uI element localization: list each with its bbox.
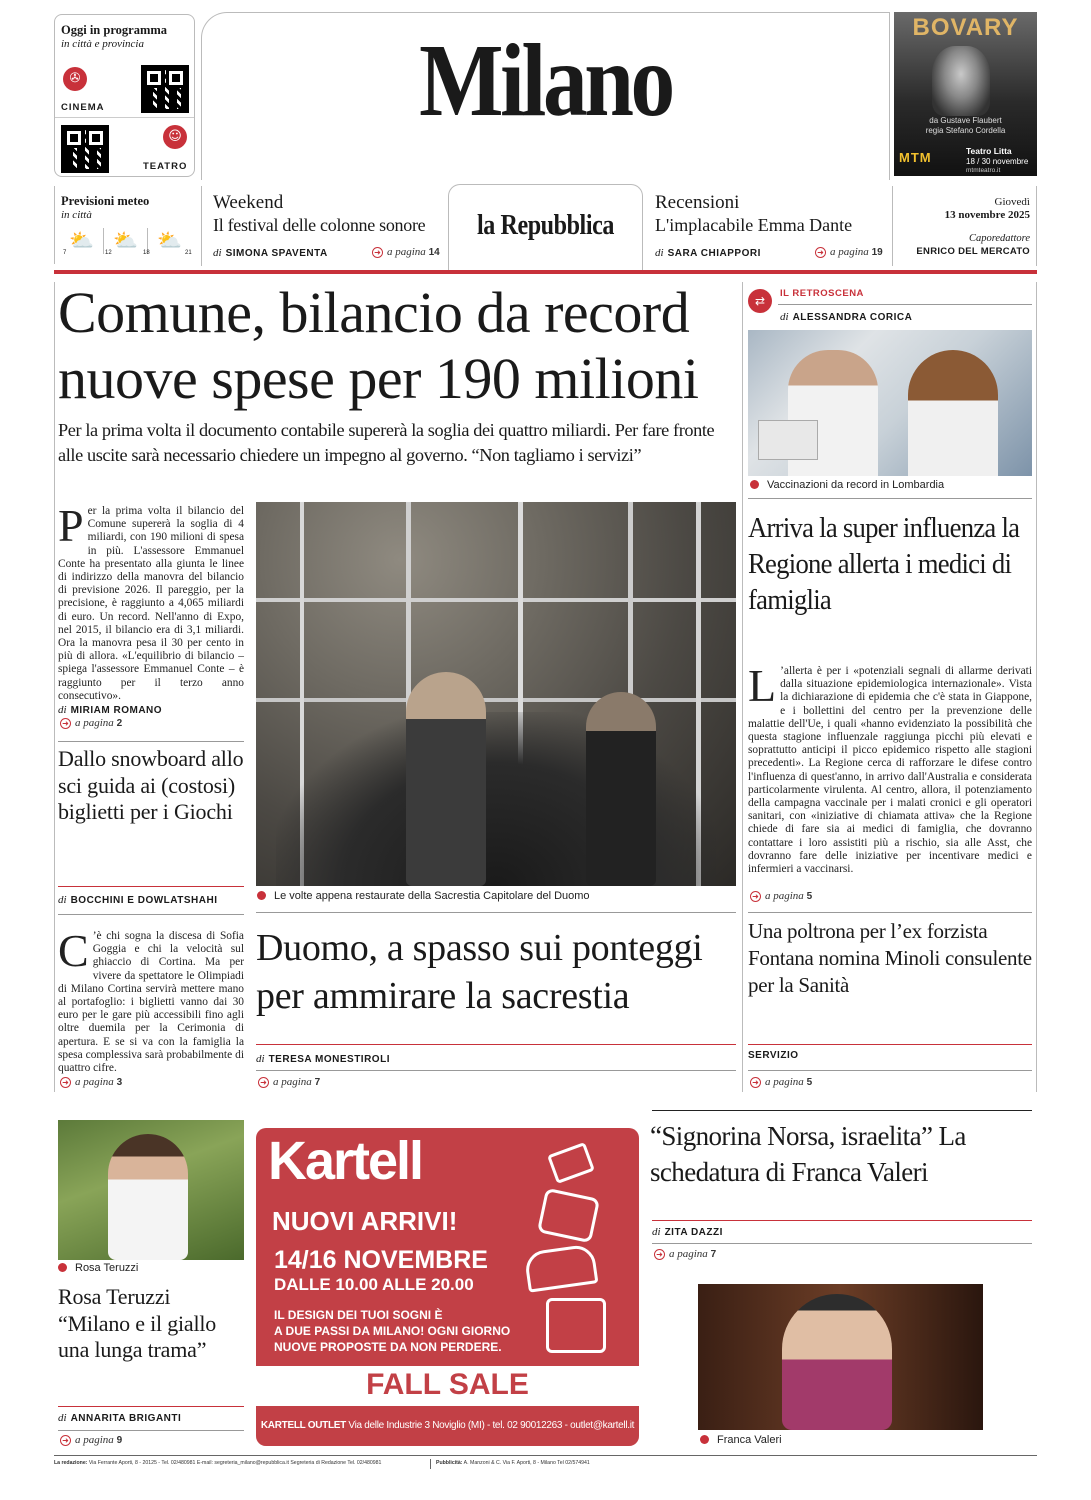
duomo-page-ref[interactable]: ➜ a pagina 7 xyxy=(258,1076,320,1088)
snowboard-byline: di BOCCHINI E DOWLATSHAHI xyxy=(58,894,218,906)
lead-headline-line1: Comune, bilancio da record xyxy=(58,280,690,345)
monitor xyxy=(758,420,818,460)
lead-summary: Per la prima volta il documento contabile supererà la soglia dei quattro miliardi. Per fare fronte alle uscite sarà necessario chiedere un impegno al governo. “Non tagliamo i servizi” xyxy=(58,420,715,465)
arrow-right-icon: ➜ xyxy=(372,247,383,258)
bovary-ad[interactable] xyxy=(894,12,1037,176)
repubblica-logo[interactable]: la Repubblica xyxy=(477,210,614,241)
teruzzi-caption: Rosa Teruzzi xyxy=(58,1262,138,1274)
recensioni-kicker: Recensioni xyxy=(655,192,740,213)
snowboard-headline[interactable]: Dallo snowboard allo sci guida ai (costosi) biglietti per i Giochi xyxy=(58,746,244,824)
arrow-right-icon: ➜ xyxy=(750,1077,761,1088)
arrow-right-icon: ➜ xyxy=(654,1249,665,1260)
bovary-line2: regia Stefano Cordella xyxy=(925,126,1006,135)
mtm-logo: MTM xyxy=(899,150,932,165)
arrow-right-icon: ➜ xyxy=(60,1435,71,1446)
teruzzi-page-ref[interactable]: ➜ a pagina 9 xyxy=(60,1434,122,1446)
valeri-photo xyxy=(698,1284,983,1430)
recensioni-byline: di SARA CHIAPPORI xyxy=(655,247,761,259)
recensioni-teaser[interactable] xyxy=(647,186,888,266)
valeri-caption: Franca Valeri xyxy=(700,1434,782,1446)
programma-box xyxy=(54,14,195,177)
issue-date: 13 novembre 2025 xyxy=(944,209,1030,221)
poltrona-page-ref[interactable]: ➜ a pagina 5 xyxy=(750,1076,812,1088)
vaccination-caption: Vaccinazioni da record in Lombardia xyxy=(750,479,944,491)
hour-label: 7 xyxy=(63,250,67,256)
meteo-title: Previsioni meteo xyxy=(61,194,150,208)
teatro-label[interactable]: TEATRO xyxy=(143,161,188,172)
snowboard-body: C ’è chi sogna la discesa di Sofia Goggia e chi la velocità sul ghiaccio di Cortina. Ma per vivere da spettatore le Olimpiadi di Milano Cortina servirà mettere mano al portafoglio: i biglietti vanno dai 30 euro per le gare più accessibili fino agli oltre duemila per la Cerimonia di apertura. E se si va con la famiglia la spesa complessiva sarà probabilmente di quattro cifre. xyxy=(58,925,244,1075)
bovary-title: BOVARY xyxy=(912,14,1019,41)
camera-icon xyxy=(58,1263,67,1272)
camera-icon xyxy=(750,480,759,489)
kartell-fall-sale: FALL SALE xyxy=(366,1368,529,1401)
vaccination-photo xyxy=(748,330,1032,476)
recensioni-page-ref[interactable]: ➜ a pagina 19 xyxy=(815,246,883,258)
teatro-icon[interactable]: ☺ xyxy=(163,125,187,149)
valeri-byline: di ZITA DAZZI xyxy=(652,1226,723,1238)
retroscena-icon: ⇄ xyxy=(748,289,772,313)
visitor-figure xyxy=(406,672,486,886)
editor-role: Caporedattore xyxy=(968,233,1030,244)
teruzzi-headline[interactable]: Rosa Teruzzi “Milano e il giallo una lunga trama” xyxy=(58,1284,217,1362)
influenza-headline[interactable]: Arriva la super influenza la Regione allerta i medici di famiglia xyxy=(748,512,1020,616)
meteo-box xyxy=(54,186,195,264)
influenza-body: L ’allerta è per i «potenziali segnali di allarme derivati dalla situazione epidemiologica internazionale». Vista la dichiarazione di epidemia che c'è stata in Giappone, e i bollettini del centro per la prevenzione delle malattie dell'Ue, i quali «hanno evidenziato la possibilità che questa stagione influenzale raggiunga picchi più elevati e soprattutto anticipi il picco epidemico rispetto alle stagioni precedenti». La Regione cerca di rafforzare le difese contro l'influenza di quest'anno, in arrivo dall'Australia e considerata particolarmente virulenta. Al centro, allora, il potenziamento della campagna vaccinale per i malati cronici e gli operatori sanitari, con «iniziative di chiamata attiva» che la Regione chiede di fare sia ai medici di famiglia, che dovranno contattare i loro assistiti più a rischio, sia alle Asst, che dovranno fare delle iniziative per incentivare medici e infermieri a vaccinarsi. xyxy=(748,660,1032,876)
snowboard-page-ref[interactable]: ➜ a pagina 3 xyxy=(60,1076,122,1088)
retroscena-byline: di ALESSANDRA CORICA xyxy=(780,311,913,323)
chair-stack-illustration xyxy=(521,1138,631,1363)
teruzzi-photo xyxy=(58,1120,244,1260)
duomo-caption: Le volte appena restaurate della Sacrestia Capitolare del Duomo xyxy=(257,890,590,902)
arrow-right-icon: ➜ xyxy=(60,1077,71,1088)
masthead-title: Milano xyxy=(419,23,672,138)
red-rule xyxy=(54,270,1037,274)
footer-redazione: La redazione: Via Ferrante Aporti, 8 - 20125 - Tel. 02/480981 E-mail: segreteria_milano@repubblica.it Segreteria di Redazione Tel. 02/480981 xyxy=(54,1460,382,1466)
valeri-figure xyxy=(782,1294,892,1430)
kartell-brand: Kartell xyxy=(268,1131,423,1191)
bovary-venue: Teatro Litta xyxy=(966,146,1012,156)
teruzzi-byline: di ANNARITA BRIGANTI xyxy=(58,1412,182,1424)
teatro-qr-code xyxy=(61,125,109,173)
kartell-line2: 14/16 NOVEMBRE xyxy=(274,1246,488,1274)
visitor-figure xyxy=(586,692,656,886)
arrow-right-icon: ➜ xyxy=(815,247,826,258)
influenza-page-ref[interactable]: ➜ a pagina 5 xyxy=(750,890,812,902)
arrow-right-icon: ➜ xyxy=(750,891,761,902)
weekend-title: Il festival delle colonne sonore xyxy=(213,215,426,235)
cinema-icon[interactable]: ✇ xyxy=(63,67,87,91)
camera-icon xyxy=(700,1435,709,1444)
sun-cloud-icon: ⛅ xyxy=(69,228,94,252)
bovary-figure xyxy=(932,46,990,116)
duomo-photo xyxy=(256,502,736,886)
lead-byline: di MIRIAM ROMANO xyxy=(58,704,163,716)
lead-headline[interactable] xyxy=(58,280,738,412)
lead-body: Per la prima volta il bilancio del Comune supererà la soglia di 4 miliardi, con 190 milioni di spesa in più. L'assessore Emmanuel Conte ha presentato alla giunta le linee di indirizzo della manovra del bilancio di previsione 2026. Il pareggio, per la precisione, è raggiunto a 4,065 miliardi di euro. Un record. Nell'anno di Expo, nel 2015, il bilancio era di 3,1 miliardi. Ora la manovra pesa il 30 per cento in più di allora. «L'equilibrio di bilancio – spiega l'assessore Emmanuel Conte – è raggiunto per il terzo anno consecutivo». xyxy=(58,500,244,702)
kartell-line3: DALLE 10.00 ALLE 20.00 xyxy=(274,1275,474,1294)
programma-title: Oggi in programma xyxy=(61,23,168,37)
hour-label: 12 xyxy=(105,250,112,256)
arrow-right-icon: ➜ xyxy=(258,1077,269,1088)
recensioni-title: L'implacabile Emma Dante xyxy=(655,215,853,235)
valeri-headline[interactable]: “Signorina Norsa, israelita” La schedatura di Franca Valeri xyxy=(650,1121,966,1187)
lead-page-ref[interactable]: ➜ a pagina 2 xyxy=(60,717,122,729)
kartell-line4: IL DESIGN DEI TUOI SOGNI È xyxy=(274,1308,443,1322)
lead-dropcap: P xyxy=(58,500,84,551)
cinema-qr-code xyxy=(141,65,189,113)
weekend-teaser[interactable] xyxy=(207,186,444,266)
kartell-line1: NUOVI ARRIVI! xyxy=(272,1206,458,1236)
footer-pubblicita: Pubblicità: A. Manzoni & C. Via F. Aporti, 8 - Milano Tel 02/574941 xyxy=(436,1460,590,1466)
date-box xyxy=(894,186,1037,266)
weekend-kicker: Weekend xyxy=(213,192,284,213)
camera-icon xyxy=(257,891,266,900)
meteo-subtitle: in città xyxy=(61,209,92,221)
hour-label: 18 xyxy=(143,250,150,256)
kartell-line6: NUOVE PROPOSTE DA NON PERDERE. xyxy=(274,1340,502,1354)
issue-day: Giovedì xyxy=(994,196,1030,208)
bovary-line1: da Gustave Flaubert xyxy=(929,116,1002,125)
hour-label: 21 xyxy=(185,250,192,256)
retroscena-label: IL RETROSCENA xyxy=(780,288,864,299)
weekend-byline: di SIMONA SPAVENTA xyxy=(213,247,328,259)
poltrona-headline[interactable]: Una poltrona per l’ex forzista Fontana nomina Minoli consulente per la Sanità xyxy=(748,919,1032,997)
editor-name: ENRICO DEL MERCATO xyxy=(916,246,1030,257)
teruzzi-figure xyxy=(108,1134,188,1260)
influenza-dropcap: L xyxy=(748,660,777,711)
programma-subtitle: in città e provincia xyxy=(61,38,144,50)
duomo-headline[interactable]: Duomo, a spasso sui ponteggi per ammirare la sacrestia xyxy=(256,927,703,1017)
sun-cloud-icon: ⛅ xyxy=(157,228,182,252)
bovary-site: mtmteatro.it xyxy=(966,167,1001,174)
poltrona-byline: SERVIZIO xyxy=(748,1050,799,1061)
weather-icons xyxy=(63,228,195,258)
duomo-byline: di TERESA MONESTIROLI xyxy=(256,1053,390,1065)
kartell-footer: KARTELL OUTLET Via delle Industrie 3 Noviglio (MI) - tel. 02 90012263 - outlet@kartell.it xyxy=(256,1406,639,1446)
sun-cloud-icon: ⛅ xyxy=(113,228,138,252)
kartell-ad[interactable] xyxy=(256,1128,639,1446)
snowboard-dropcap: C xyxy=(58,925,89,976)
cinema-label[interactable]: CINEMA xyxy=(61,102,105,113)
arrow-right-icon: ➜ xyxy=(60,718,71,729)
valeri-page-ref[interactable]: ➜ a pagina 7 xyxy=(654,1248,716,1260)
weekend-page-ref[interactable]: ➜ a pagina 14 xyxy=(372,246,440,258)
kartell-line5: A DUE PASSI DA MILANO! OGNI GIORNO xyxy=(274,1324,511,1338)
patient-figure xyxy=(908,350,998,476)
bovary-dates: 18 / 30 novembre xyxy=(966,157,1029,166)
lead-headline-line2: nuove spese per 190 milioni xyxy=(58,346,699,411)
